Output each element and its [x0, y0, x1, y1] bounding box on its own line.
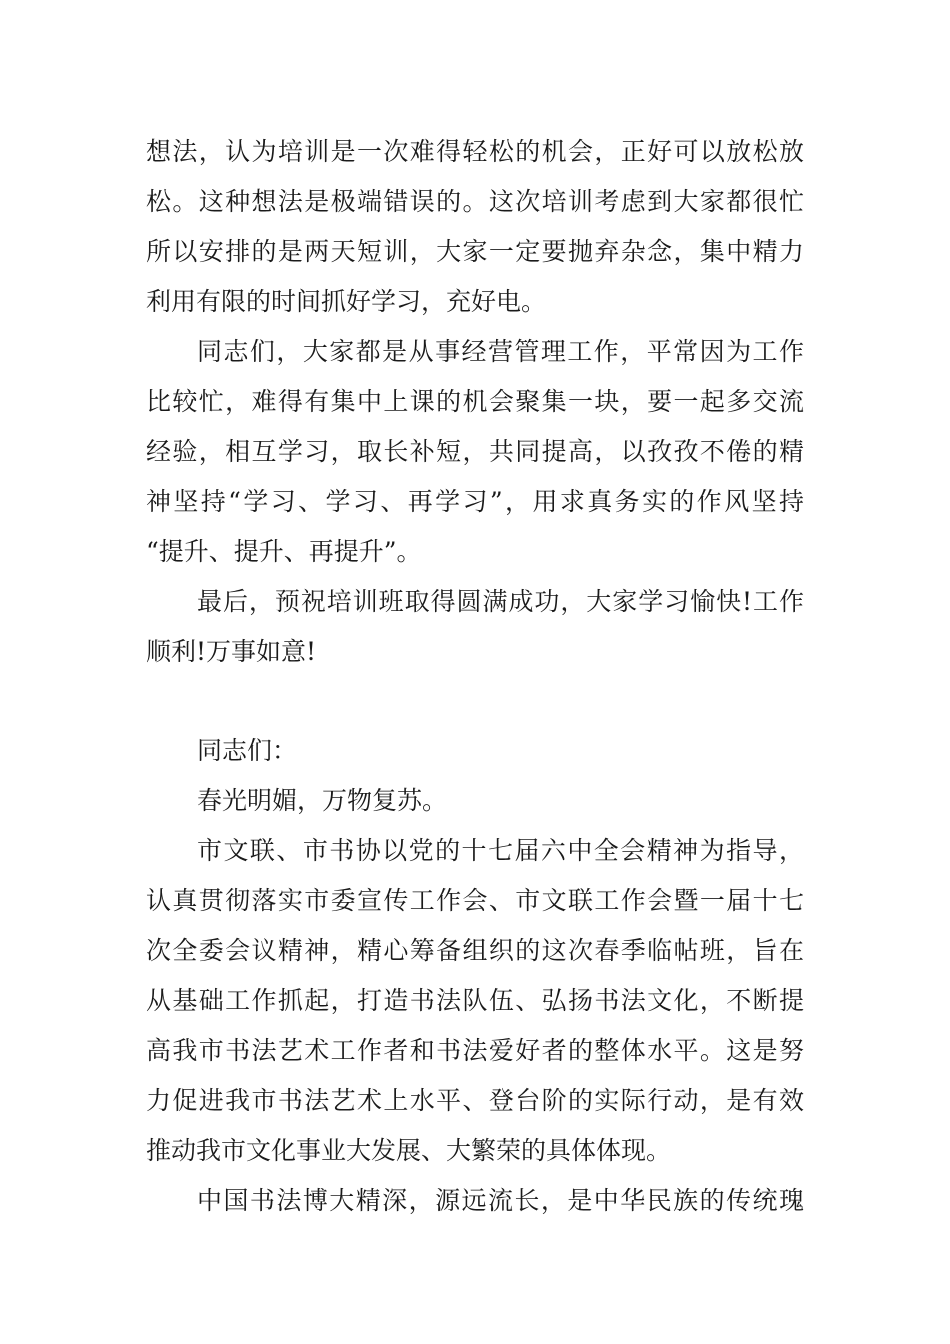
paragraph-6-line-6: 力促进我市书法艺术上水平、登台阶的实际行动，是有效 [146, 1086, 804, 1115]
paragraph-1-line-1: 想法，认为培训是一次难得轻松的机会，正好可以放松放 [146, 137, 804, 166]
paragraph-1-line-2: 松。这种想法是极端错误的。这次培训考虑到大家都很忙 [146, 187, 804, 216]
paragraph-2-line-5: “提升、提升、再提升”。 [146, 537, 422, 566]
paragraph-1-line-4: 利用有限的时间抓好学习，充好电。 [146, 287, 547, 316]
paragraph-6-line-7: 推动我市文化事业大发展、大繁荣的具体体现。 [146, 1136, 672, 1165]
paragraph-3-line-1: 最后，预祝培训班取得圆满成功，大家学习愉快!工作 [197, 587, 804, 616]
paragraph-6-line-3: 次全委会议精神，精心筹备组织的这次春季临帖班，旨在 [146, 936, 804, 965]
paragraph-2-line-3: 经验，相互学习，取长补短，共同提高，以孜孜不倦的精 [146, 437, 804, 466]
paragraph-6-line-5: 高我市书法艺术工作者和书法爱好者的整体水平。这是努 [146, 1036, 804, 1065]
salutation: 同志们： [197, 736, 298, 765]
paragraph-2-line-2: 比较忙，难得有集中上课的机会聚集一块，要一起多交流 [146, 387, 804, 416]
paragraph-3-line-2: 顺利!万事如意! [146, 637, 317, 666]
opening-line: 春光明媚，万物复苏。 [197, 786, 448, 815]
paragraph-2-line-4: 神坚持“学习、学习、再学习”，用求真务实的作风坚持 [146, 487, 804, 516]
paragraph-6-line-4: 从基础工作抓起，打造书法队伍、弘扬书法文化，不断提 [146, 986, 804, 1015]
paragraph-7-line-1: 中国书法博大精深，源远流长，是中华民族的传统瑰 [197, 1186, 804, 1215]
paragraph-1-line-3: 所以安排的是两天短训，大家一定要抛弃杂念，集中精力 [146, 237, 804, 266]
paragraph-6-line-2: 认真贯彻落实市委宣传工作会、市文联工作会暨一届十七 [146, 886, 804, 915]
paragraph-2-line-1: 同志们，大家都是从事经营管理工作，平常因为工作 [197, 337, 804, 366]
paragraph-6-line-1: 市文联、市书协以党的十七届六中全会精神为指导， [197, 836, 804, 865]
